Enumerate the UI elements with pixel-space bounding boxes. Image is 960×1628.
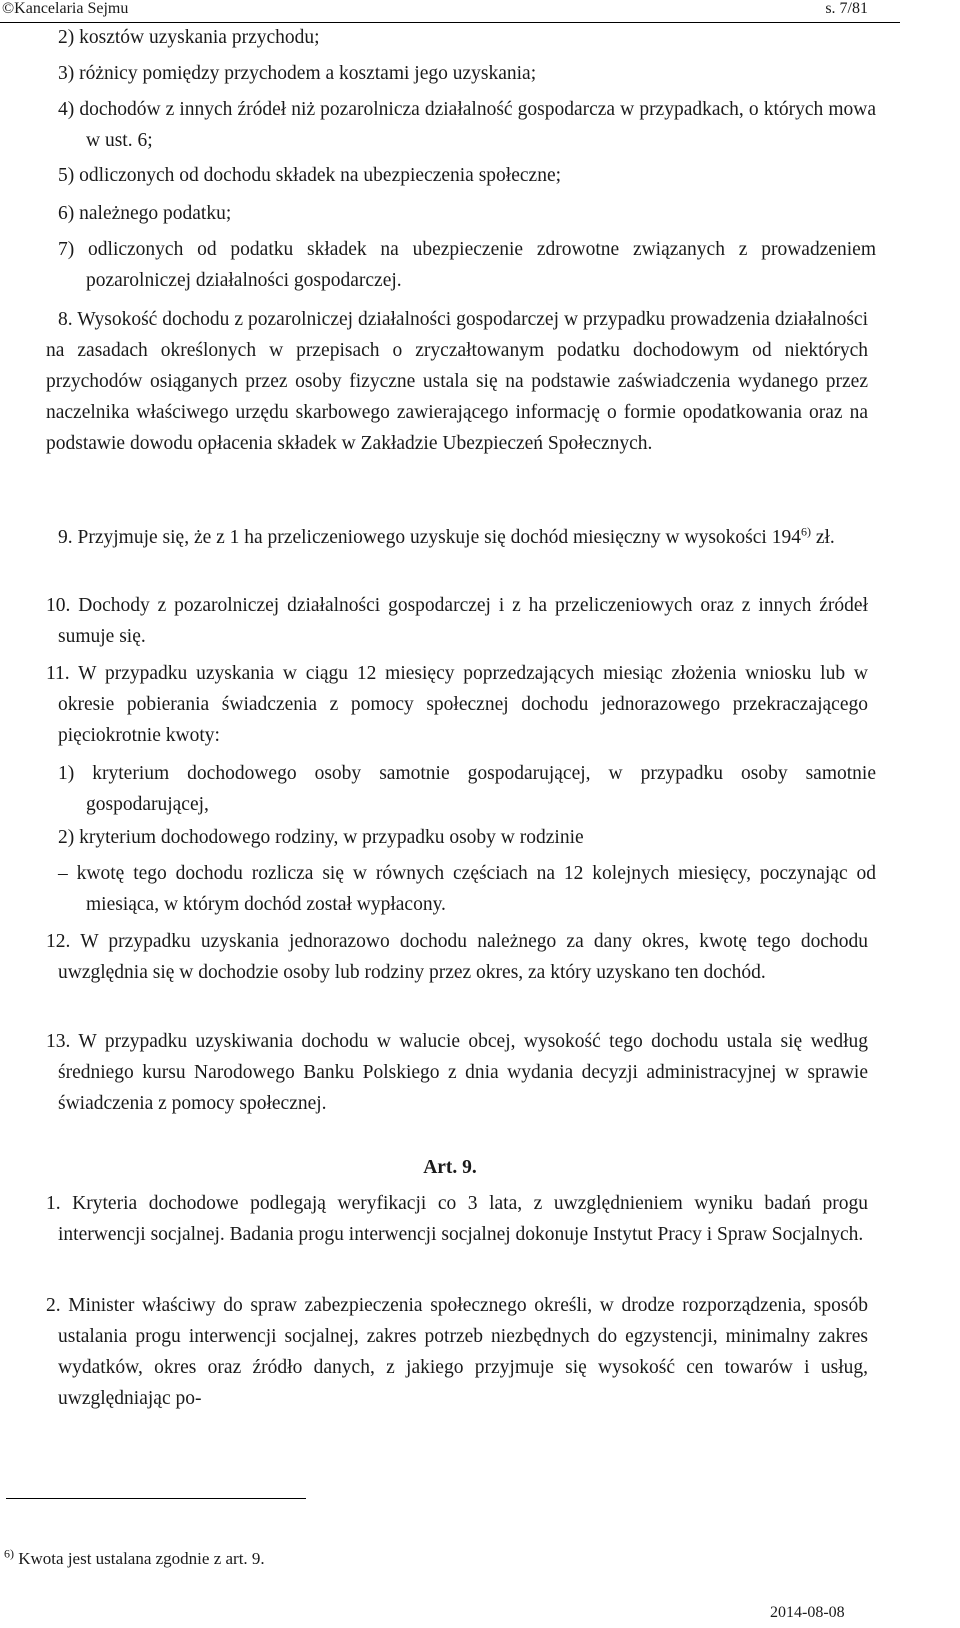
footnote — [4, 1548, 265, 1570]
header-page-number: s. 7/81 — [825, 0, 868, 17]
list-item: 2) kryterium dochodowego rodziny, w przypadku osoby w rodzinie — [58, 827, 584, 848]
list-item: 3) różnicy pomiędzy przychodem a kosztami jego uzyskania; — [58, 63, 537, 84]
footnote-mark: 6) — [4, 1546, 14, 1561]
list-item: 4) dochodów z innych źródeł niż pozarolnicza działalność gospodarcza w przypadkach, o których mowa w ust. 6; — [58, 99, 876, 151]
footnote-divider — [6, 1498, 306, 1499]
paragraph-10: 10. Dochody z pozarolniczej działalności gospodarczej i z ha przeliczeniowych oraz z innych źródeł sumuje się. — [46, 595, 868, 647]
list-item: 5) odliczonych od dochodu składek na ubezpieczenia społeczne; — [58, 165, 562, 186]
footnote-ref: 6) — [800, 524, 811, 539]
list-item: 2) kosztów uzyskania przychodu; — [58, 27, 320, 48]
paragraph-11-tail: – kwotę tego dochodu rozlicza się w równych częściach na 12 kolejnych miesięcy, poczynając od miesiąca, w którym dochód został wypłacony. — [58, 863, 876, 915]
paragraph-11: 11. W przypadku uzyskania w ciągu 12 miesięcy poprzedzających miesiąc złożenia wniosku lub w okresie pobierania świadczenia z pomocy społecznej dochodu jednorazowego przekraczającego pięciokrotnie kwoty: — [46, 663, 868, 746]
paragraph-13: 13. W przypadku uzyskiwania dochodu w walucie obcej, wysokość tego dochodu ustala się według średniego kursu Narodowego Banku Polskiego z dnia wydania decyzji administracyjnej w sprawie świadczenia z pomocy społecznej. — [46, 1031, 868, 1114]
article-9-paragraph-1: 1. Kryteria dochodowe podlegają weryfikacji co 3 lata, z uwzględnieniem wyniku badań progu interwencji socjalnej. Badania progu interwencji socjalnej dokonuje Instytut Pracy i Spraw Socjalnych. — [46, 1193, 868, 1245]
paragraph-9: 9. Przyjmuje się, że z 1 ha przeliczeniowego uzyskuje się dochód miesięczny w wysokości 194$^{6)}$ zł. — [58, 524, 835, 548]
list-item: 1) kryterium dochodowego osoby samotnie gospodarującej, w przypadku osoby samotnie gospodarującej, — [58, 763, 876, 815]
header-publisher: ©Kancelaria Sejmu — [2, 0, 129, 17]
article-title: Art. 9. — [423, 1157, 477, 1178]
page-header — [0, 0, 900, 23]
paragraph-8: 8. Wysokość dochodu z pozarolniczej działalności gospodarczej w przypadku prowadzenia działalności na zasadach określonych w przepisach o zryczałtowanym podatku dochodowym od niektórych przychodów osiąganych przez osoby fizyczne ustala się na podstawie zaświadczenia wydanego przez naczelnika właściwego urzędu skarbowego zawierającego informację o formie opodatkowania oraz na podstawie dowodu opłacenia składek w Zakładzie Ubezpieczeń Społecznych. — [46, 309, 868, 454]
footnote-text: Kwota jest ustalana zgodnie z art. 9. — [14, 1549, 265, 1568]
article-9-paragraph-2: 2. Minister właściwy do spraw zabezpieczenia społecznego określi, w drodze rozporządzenia, sposób ustalania progu interwencji socjalnej, zakres potrzeb niezbędnych do egzystencji, minimalny zakres wydatków, okres oraz źródło danych, z jakiego przyjmuje się wysokość cen towarów i usług, uwzględniając po- — [46, 1295, 868, 1409]
list-item: 7) odliczonych od podatku składek na ubezpieczenie zdrowotne związanych z prowadzeniem pozarolniczej działalności gospodarczej. — [58, 239, 876, 291]
list-item: 6) należnego podatku; — [58, 203, 232, 224]
document-date: 2014-08-08 — [770, 1604, 845, 1621]
paragraph-12: 12. W przypadku uzyskania jednorazowo dochodu należnego za dany okres, kwotę tego dochodu uwzględnia się w dochodzie osoby lub rodziny przez okres, za który uzyskano ten dochód. — [46, 931, 868, 983]
